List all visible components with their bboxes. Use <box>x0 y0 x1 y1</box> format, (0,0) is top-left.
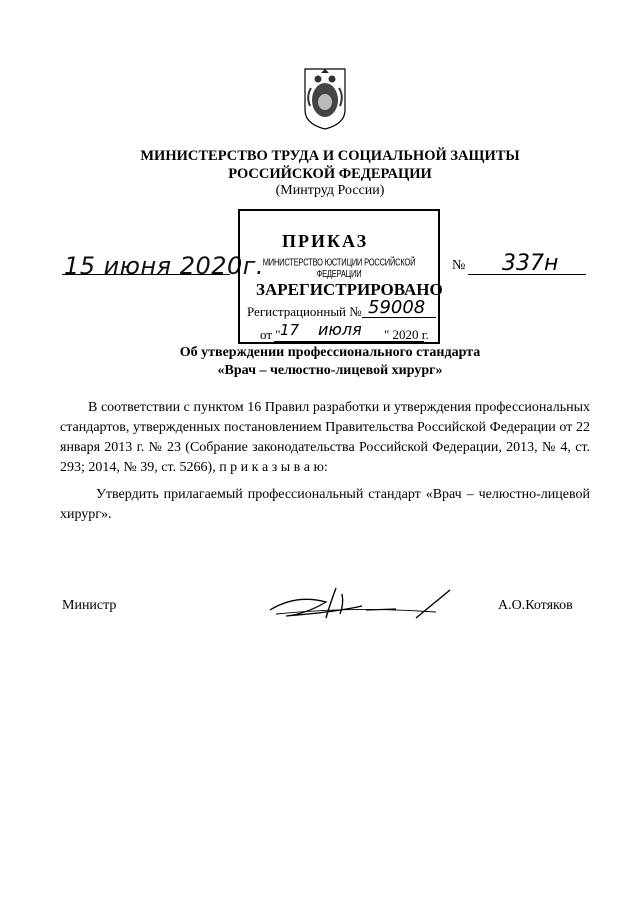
ministry-name-line1: МИНИСТЕРСТВО ТРУДА И СОЦИАЛЬНОЙ ЗАЩИТЫ <box>140 148 520 164</box>
body-paragraph-1: В соответствии с пунктом 16 Правил разработки и утверждения профессиональных стандартов, утвержденных постановлением Правительства Российской Федерации от 22 января 2013 г. № 23 (Собрание законодательства Российской Федерации, 2013, № 4, ст. 293; 2014, № 39, ст. 5266), п р и к а з ы в а ю: <box>60 400 590 475</box>
stamp-reg-number-label: Регистрационный № <box>247 304 362 319</box>
stamp-reg-number-underline <box>362 317 436 318</box>
coat-of-arms-icon <box>302 66 348 132</box>
document-title-line1: Об утверждении профессионального стандарта <box>179 345 481 360</box>
order-number: 337н <box>502 251 559 276</box>
signature-icon <box>266 584 456 622</box>
stamp-status: ЗАРЕГИСТРИРОВАНО <box>256 280 443 299</box>
stamp-date-underline <box>274 341 424 342</box>
document-title-line2: «Врач – челюстно-лицевой хирург» <box>217 363 443 378</box>
stamp-reg-number: 59008 <box>368 297 426 318</box>
stamp-date-year: " 2020 г. <box>384 327 429 342</box>
ministry-short-name: (Минтруд России) <box>275 183 385 198</box>
signatory-name: А.О.Котяков <box>498 598 573 613</box>
stamp-date-prefix: от " <box>260 327 281 342</box>
date-underline <box>62 274 230 275</box>
number-underline <box>468 274 586 275</box>
ministry-name-line2: РОССИЙСКОЙ ФЕДЕРАЦИИ <box>228 166 432 182</box>
stamp-date-month: июля <box>318 320 362 339</box>
order-number-label: № <box>452 258 466 273</box>
order-heading: ПРИКАЗ <box>282 231 369 251</box>
signatory-role: Министр <box>62 598 117 613</box>
body-paragraph-2: Утвердить прилагаемый профессиональный стандарт «Врач – челюстно-лицевой хирург». <box>60 487 590 522</box>
order-date: 15 июня 2020г. <box>64 252 265 280</box>
stamp-date-day: 17 <box>280 321 300 339</box>
stamp-ministry-name: МИНИСТЕРСТВО ЮСТИЦИИ РОССИЙСКОЙ ФЕДЕРАЦИИ <box>262 256 416 280</box>
